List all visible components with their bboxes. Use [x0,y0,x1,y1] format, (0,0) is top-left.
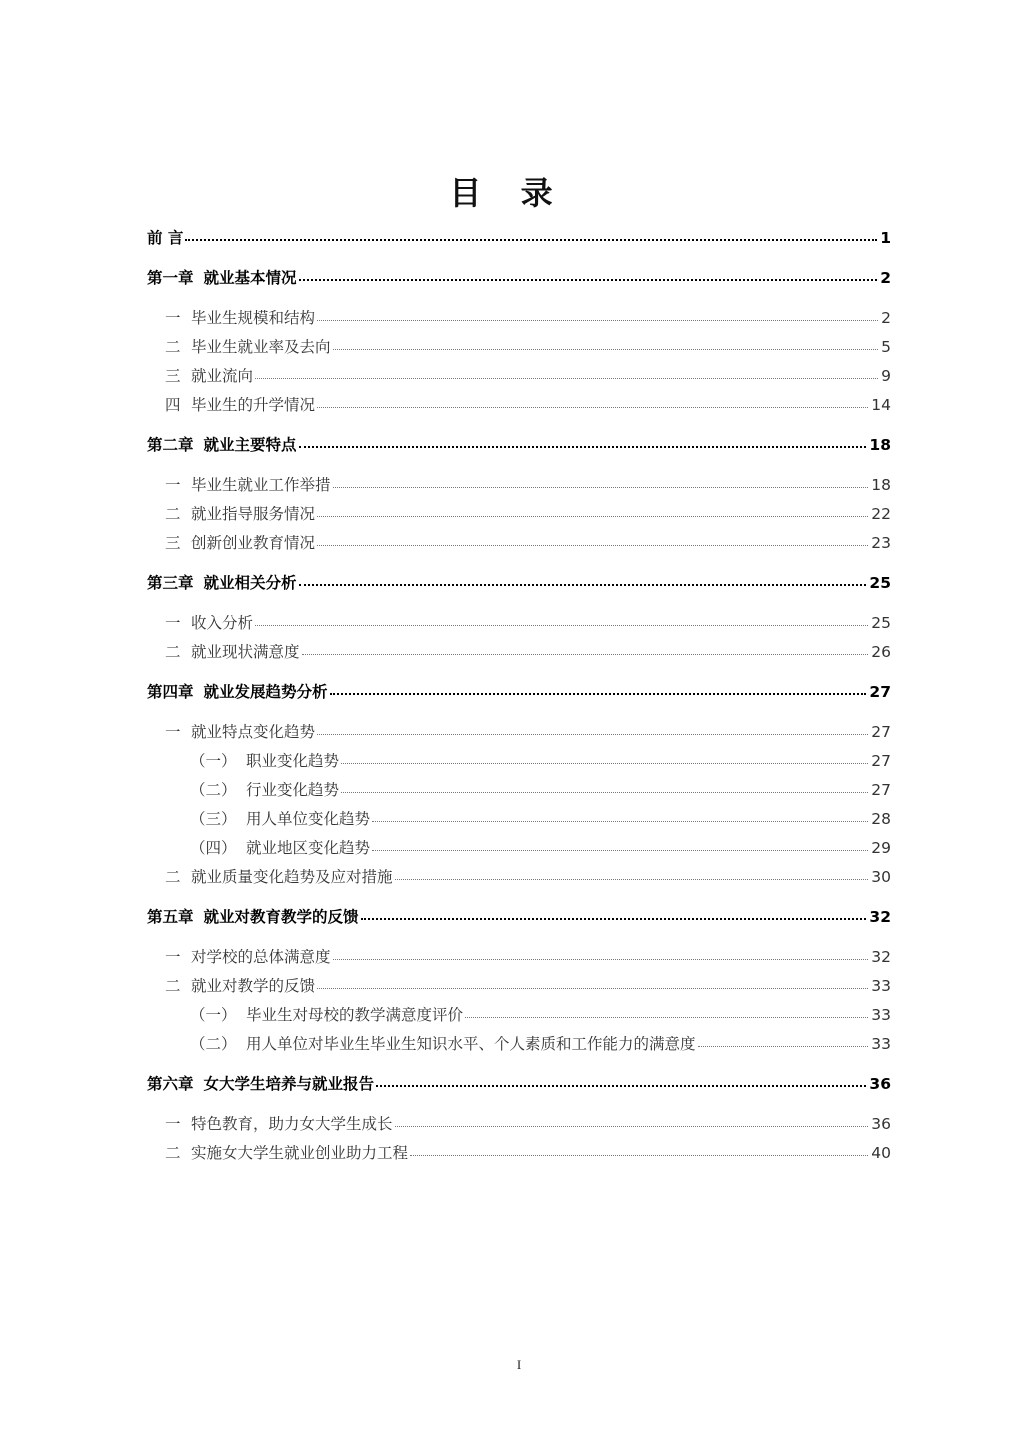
toc-entry-title: 就业地区变化趋势 [246,839,371,857]
dot-leader [410,1155,868,1156]
dot-leader [317,320,878,321]
dot-leader [299,584,867,586]
toc-page-number: 32 [869,908,891,926]
toc-entry-title: 就业主要特点 [203,436,297,454]
toc-entry-title: 毕业生规模和结构 [191,309,316,327]
dot-leader [376,1085,866,1087]
toc-entry-number: 三 [165,367,181,385]
toc-page-number: 28 [871,810,891,828]
toc-page-number: 27 [869,683,891,701]
toc-entry-number: 第六章 [147,1075,194,1093]
toc-entry-number: 二 [165,505,181,523]
toc-entry-number: 第五章 [147,908,194,926]
toc-entry[interactable] [147,834,891,863]
toc-entry-title: 就业现状满意度 [191,643,300,661]
toc-entry-number: 第三章 [147,574,194,592]
toc-entry[interactable] [147,609,891,638]
toc-page-number: 29 [871,839,891,857]
dot-leader [333,959,869,960]
dot-leader [317,988,868,989]
toc-entry-number: （四） [190,839,237,857]
toc-entry-title: 就业流向 [191,367,254,385]
dot-leader [341,792,868,793]
toc-page-number: 33 [871,1006,891,1024]
toc-page-number: 36 [869,1075,891,1093]
toc-entry[interactable] [147,431,891,460]
toc-entry[interactable] [147,943,891,972]
toc-entry-title: 毕业生对母校的教学满意度评价 [246,1006,464,1024]
toc-entry-title: 就业发展趋势分析 [203,683,328,701]
toc-entry-number: 一 [165,1115,181,1133]
toc-page-number: 36 [871,1115,891,1133]
toc-entry-title: 就业相关分析 [203,574,297,592]
toc-entry-number: 第二章 [147,436,194,454]
toc-entry-number: 二 [165,868,181,886]
toc-entry[interactable] [147,224,891,253]
toc-entry[interactable] [147,776,891,805]
toc-entry[interactable] [147,1001,891,1030]
toc-page-number: 9 [881,367,891,385]
toc-page-number: 33 [871,1035,891,1053]
dot-leader [465,1017,868,1018]
toc-entry[interactable] [147,718,891,747]
toc-page-number: 2 [881,309,891,327]
table-of-contents [147,224,891,1168]
toc-entry-number: 一 [165,948,181,966]
toc-entry[interactable] [147,569,891,598]
toc-entry[interactable] [147,678,891,707]
toc-page-number: 23 [871,534,891,552]
dot-leader [333,349,879,350]
toc-entry-number: 第四章 [147,683,194,701]
toc-entry-title: 创新创业教育情况 [191,534,316,552]
toc-entry[interactable] [147,471,891,500]
dot-leader [330,693,867,695]
toc-entry-title: 职业变化趋势 [246,752,340,770]
toc-entry[interactable] [147,972,891,1001]
toc-entry[interactable] [147,500,891,529]
toc-entry-number: （二） [190,781,237,799]
toc-entry-title: 就业基本情况 [203,269,297,287]
toc-page-number: 5 [881,338,891,356]
toc-page-number: 18 [869,436,891,454]
dot-leader [372,850,868,851]
footer-page-number: I [516,1357,522,1372]
dot-leader [299,446,867,448]
toc-entry-title: 对学校的总体满意度 [191,948,331,966]
toc-entry-number: （一） [190,1006,237,1024]
toc-entry[interactable] [147,1110,891,1139]
toc-entry-number: 二 [165,977,181,995]
toc-page-number: 27 [871,752,891,770]
dot-leader [185,239,877,241]
toc-entry-title: 用人单位变化趋势 [246,810,371,828]
toc-page-number: 25 [869,574,891,592]
toc-entry-title: 行业变化趋势 [246,781,340,799]
toc-entry-title: 毕业生就业率及去向 [191,338,331,356]
toc-entry-number: 一 [165,309,181,327]
toc-entry[interactable] [147,805,891,834]
toc-entry-title: 毕业生的升学情况 [191,396,316,414]
toc-page-number: 27 [871,723,891,741]
toc-entry-title: 就业指导服务情况 [191,505,316,523]
dot-leader [317,734,868,735]
toc-entry-title: 女大学生培养与就业报告 [203,1075,375,1093]
toc-entry-title: 毕业生就业工作举措 [191,476,331,494]
toc-entry-number: （三） [190,810,237,828]
toc-entry-title: 用人单位对毕业生毕业生知识水平、个人素质和工作能力的满意度 [246,1035,696,1053]
dot-leader [255,625,868,626]
toc-page-number: 33 [871,977,891,995]
toc-entry-number: 二 [165,1144,181,1162]
toc-page-number: 40 [871,1144,891,1162]
toc-entry-title: 就业质量变化趋势及应对措施 [191,868,393,886]
toc-entry[interactable] [147,264,891,293]
toc-entry-title: 就业特点变化趋势 [191,723,316,741]
toc-entry-number: 二 [165,338,181,356]
toc-entry-number: 三 [165,534,181,552]
toc-page-number: 1 [880,229,891,247]
toc-entry-number: 二 [165,643,181,661]
dot-leader [255,378,878,379]
toc-page-number: 18 [871,476,891,494]
toc-entry-title: 特色教育，助力女大学生成长 [191,1115,393,1133]
toc-entry-number: 第一章 [147,269,194,287]
toc-page-number: 2 [880,269,891,287]
toc-entry-number: 四 [165,396,181,414]
toc-entry[interactable] [147,1070,891,1099]
toc-page-number: 30 [871,868,891,886]
toc-page-number: 27 [871,781,891,799]
toc-entry[interactable] [147,391,891,420]
toc-entry[interactable] [147,1139,891,1168]
toc-entry[interactable] [147,903,891,932]
dot-leader [395,1126,869,1127]
toc-entry-title: 收入分析 [191,614,254,632]
toc-entry-title: 实施女大学生就业创业助力工程 [191,1144,409,1162]
toc-entry-number: 一 [165,476,181,494]
toc-page-number: 26 [871,643,891,661]
toc-entry[interactable] [147,863,891,892]
toc-entry-number: （一） [190,752,237,770]
toc-title: 目 录 [449,174,567,212]
toc-entry-number: 一 [165,614,181,632]
toc-entry[interactable] [147,362,891,391]
dot-leader [302,654,869,655]
dot-leader [361,918,867,920]
dot-leader [317,407,868,408]
toc-entry[interactable] [147,304,891,333]
toc-entry-title: 就业对教育教学的反馈 [203,908,359,926]
toc-page-number: 22 [871,505,891,523]
toc-entry-number: （二） [190,1035,237,1053]
toc-entry-number: 一 [165,723,181,741]
dot-leader [299,279,878,281]
dot-leader [341,763,868,764]
toc-entry-title: 前 言 [147,229,184,247]
dot-leader [372,821,868,822]
toc-page-number: 25 [871,614,891,632]
toc-page-number: 14 [871,396,891,414]
dot-leader [333,487,869,488]
dot-leader [698,1046,869,1047]
toc-page-number: 32 [871,948,891,966]
dot-leader [317,516,868,517]
toc-entry[interactable] [147,333,891,362]
toc-entry-title: 就业对教学的反馈 [191,977,316,995]
toc-entry[interactable] [147,529,891,558]
dot-leader [317,545,868,546]
toc-entry[interactable] [147,1030,891,1059]
dot-leader [395,879,869,880]
toc-entry[interactable] [147,747,891,776]
toc-entry[interactable] [147,638,891,667]
